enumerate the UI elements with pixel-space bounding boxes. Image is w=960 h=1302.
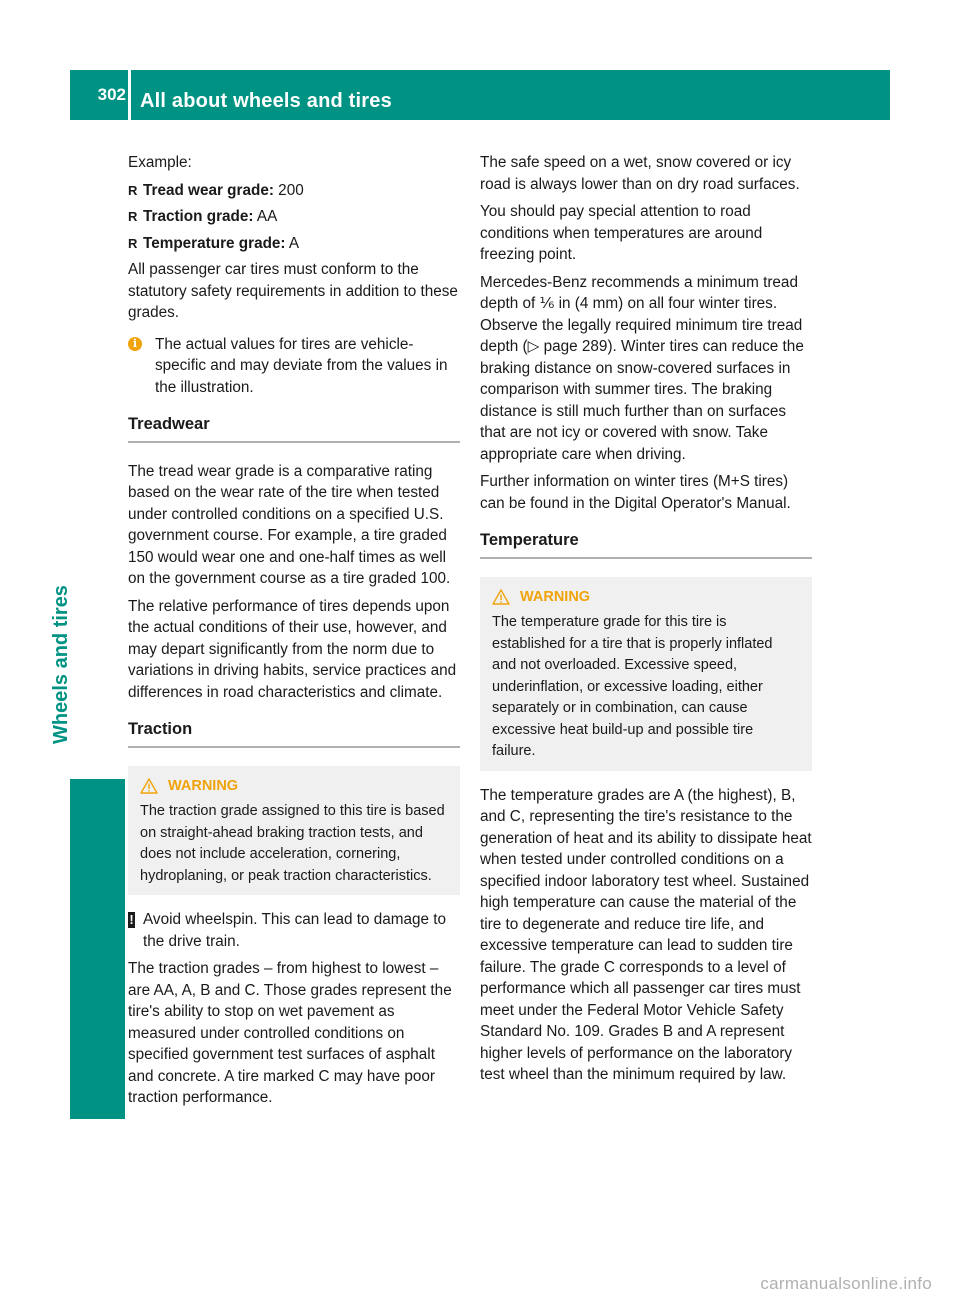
treadwear-heading: Treadwear [128, 414, 460, 443]
info-note [128, 334, 460, 399]
treadwear-paragraph-2: The relative performance of tires depends upon the actual conditions of their use, however, and may depart significantly from the norm due to variations in driving habits, service practices and differences in road characteristics and climate. [128, 597, 457, 701]
list-item [128, 233, 460, 255]
grade-value: A [285, 234, 300, 252]
info-note-text: The actual values for tires are vehicle-specific and may deviate from the values in the illustration. [155, 335, 448, 396]
conform-paragraph: All passenger car tires must conform to the statutory safety requirements in addition to these grades. [128, 261, 458, 321]
page-header [70, 70, 890, 120]
warning-triangle-icon [492, 589, 510, 605]
winter-paragraph-4: Further information on winter tires (M+S tires) can be found in the Digital Operator's Manual. [480, 473, 791, 512]
watermark: carmanualsonline.info [760, 1274, 932, 1293]
grade-label: Temperature grade: [143, 234, 286, 252]
temperature-warning-box [480, 577, 812, 771]
traction-heading: Traction [128, 719, 460, 748]
treadwear-paragraph-1: The tread wear grade is a comparative rating based on the wear rate of the tire when tested under controlled conditions on a specified U.S. government course. For example, a tire graded 150 would wear one and one-half times as well on the government course as a tire graded 100. [128, 462, 451, 587]
traction-warning-box [128, 766, 460, 896]
winter-paragraph-2: You should pay special attention to road conditions when temperatures are around freezing point. [480, 203, 763, 263]
side-tab-block [70, 779, 125, 1119]
warning-label: WARNING [168, 777, 239, 794]
exclamation-icon: ! [129, 912, 134, 927]
grade-label: Tread wear grade: [143, 181, 274, 199]
example-label: Example: [128, 154, 192, 171]
warning-text: The temperature grade for this tire is established for a tire that is properly inflated and not overloaded. Excessive speed, underinflation, or excessive loading, either separately or in combination, can cause excessive heat build-up and possible tire failure. [492, 614, 773, 759]
bullet-icon: R [128, 209, 138, 224]
left-column [128, 152, 460, 1115]
page-title: All about wheels and tires [140, 90, 392, 112]
winter-paragraph-1: The safe speed on a wet, snow covered or icy road is always lower than on dry road surfaces. [480, 154, 800, 193]
header-divider [128, 70, 131, 120]
warning-label: WARNING [520, 588, 591, 605]
bullet-icon: R [128, 235, 138, 251]
winter-paragraph-3: Mercedes-Benz recommends a minimum tread depth of ⅙ in (4 mm) on all four winter tires. Observe the legally required minimum tire tread depth (▷ page 289). Winter tires can reduce the braking distance on snow-covered surfaces in comparison with summer tires. The braking distance is still much further than on surfaces that are not icy or covered with snow. Take appropriate care when driving. [480, 273, 804, 463]
list-item [128, 180, 460, 202]
page-number: 302 [97, 85, 126, 104]
side-tab-label: Wheels and tires [50, 585, 72, 744]
temperature-heading: Temperature [480, 530, 812, 559]
temperature-paragraph-1: The temperature grades are A (the highest), B, and C, representing the tire's resistance to the generation of heat and its ability to dissipate heat when tested under controlled conditions on a specified indoor laboratory test wheel. Sustained high temperature can cause the material of the tire to degenerate and reduce tire life, and excessive temperature can lead to sudden tire failure. The grade C corresponds to a level of performance which all passenger car tires must meet under the Federal Motor Vehicle Safety Standard No. 109. Grades B and A represent higher levels of performance on the laboratory test wheel than the minimum required by law. [480, 786, 812, 1083]
bullet-icon: R [128, 182, 138, 198]
warning-text: The traction grade assigned to this tire is based on straight-ahead braking traction tests, and does not include acceleration, cornering, hydroplaning, or peak traction characteristics. [140, 803, 445, 884]
warning-triangle-icon [140, 778, 158, 794]
grade-label: Traction grade: [143, 208, 254, 225]
list-item [128, 206, 460, 228]
caution-text: Avoid wheelspin. This can lead to damage to the drive train. [143, 911, 447, 950]
caution-note [128, 909, 460, 952]
info-icon: i [128, 337, 142, 351]
grade-value: 200 [273, 181, 304, 199]
right-column [480, 152, 812, 1092]
traction-paragraph-1: The traction grades – from highest to lowest – are AA, A, B and C. Those grades represent the tire's ability to stop on wet pavement as measured under controlled conditions on specified government test surfaces of asphalt and concrete. A tire marked C may have poor traction performance. [128, 960, 452, 1106]
grade-value: AA [253, 208, 278, 225]
